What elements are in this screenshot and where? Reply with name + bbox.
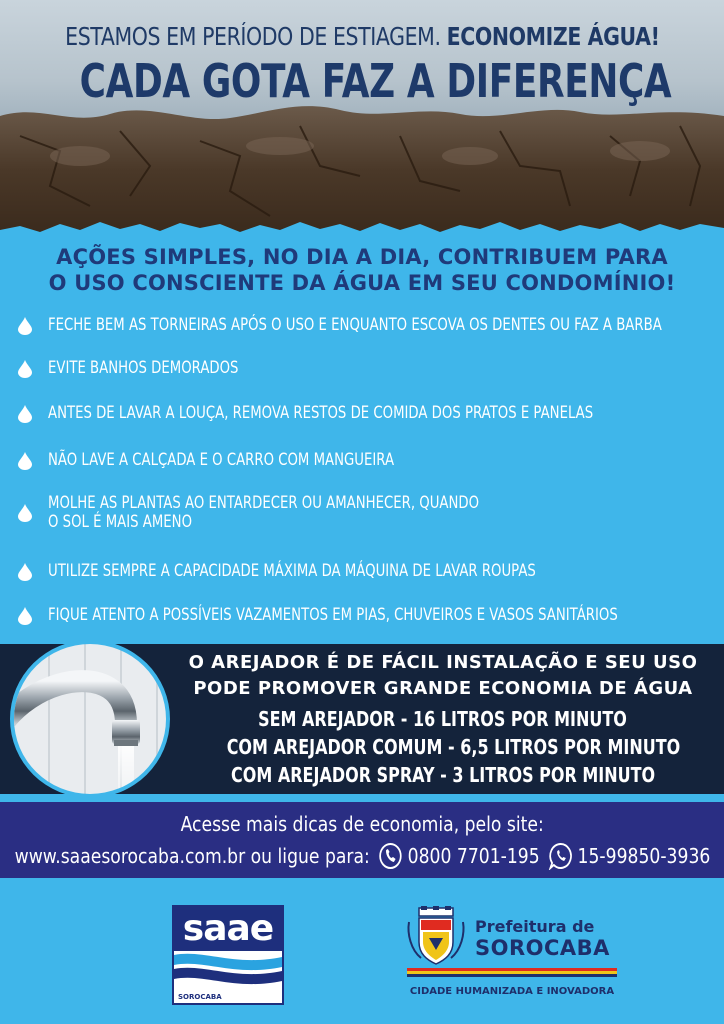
- faucet-icon: [14, 644, 170, 798]
- tip-text: FECHE BEM AS TORNEIRAS APÓS O USO E ENQUANTO ESCOVA OS DENTES OU FAZ A BARBA: [48, 315, 662, 335]
- header-line1-regular: ESTAMOS EM PERÍODO DE ESTIAGEM.: [65, 22, 441, 51]
- header-subtitle: [65, 22, 659, 51]
- water-drop-icon: [18, 317, 32, 335]
- prefeitura-logo-line1: Prefeitura de: [475, 917, 595, 936]
- torn-paper-edge: [0, 212, 724, 242]
- city-crest-icon: [405, 906, 467, 968]
- wave-icon: [174, 951, 282, 993]
- header-line1-bold: ECONOMIZE ÁGUA!: [446, 22, 660, 51]
- saae-logo-word: saae: [174, 907, 282, 951]
- prefeitura-logo: [405, 906, 620, 1006]
- phone-icon: [378, 842, 402, 870]
- whatsapp-number[interactable]: 15-99850-3936: [577, 844, 710, 868]
- tip-item: [18, 404, 708, 423]
- tip-item: [18, 494, 708, 532]
- tip-item: [18, 451, 708, 470]
- contact-details: [0, 842, 724, 870]
- tip-text-line: O SOL É MAIS AMENO: [48, 512, 193, 532]
- tip-text: FIQUE ATENTO A POSSÍVEIS VAZAMENTOS EM PIAS, CHUVEIROS E VASOS SANITÁRIOS: [48, 605, 618, 625]
- flag-stripes: [407, 968, 617, 978]
- tip-item: [18, 606, 708, 625]
- tip-item: [18, 562, 708, 581]
- aerator-title-line: PODE PROMOVER GRANDE ECONOMIA DE ÁGUA: [193, 678, 693, 699]
- tip-text: [48, 494, 479, 532]
- tip-text: NÃO LAVE A CALÇADA E O CARRO COM MANGUEIRA: [48, 450, 395, 470]
- tip-text: EVITE BANHOS DEMORADOS: [48, 358, 239, 378]
- actions-title-line: O USO CONSCIENTE DA ÁGUA EM SEU CONDOMÍNIO!: [48, 271, 676, 295]
- tip-text: ANTES DE LAVAR A LOUÇA, REMOVA RESTOS DE COMIDA DOS PRATOS E PANELAS: [48, 403, 594, 423]
- prefeitura-slogan: CIDADE HUMANIZADA E INOVADORA: [409, 986, 615, 997]
- water-drop-icon: [18, 452, 32, 470]
- whatsapp-icon: [548, 842, 572, 870]
- tip-item: [18, 359, 708, 378]
- tip-text-line: MOLHE AS PLANTAS AO ENTARDECER OU AMANHECER, QUANDO: [48, 493, 480, 513]
- header-dry-ground-banner: [0, 0, 724, 232]
- aerator-title: [170, 650, 716, 702]
- water-drop-icon: [18, 563, 32, 581]
- water-drop-icon: [18, 504, 32, 522]
- phone-number[interactable]: 0800 7701-195: [407, 844, 540, 868]
- aerator-title-line: O AREJADOR É DE FÁCIL INSTALAÇÃO E SEU USO: [188, 652, 698, 673]
- water-drop-icon: [18, 607, 32, 625]
- faucet-photo: [10, 640, 170, 798]
- aerator-comparison: SEM AREJADOR - 16 LITROS POR MINUTO: [258, 707, 628, 731]
- header-title: CADA GOTA FAZ A DIFERENÇA: [79, 54, 672, 108]
- website-link[interactable]: www.saaesorocaba.com.br ou ligue para:: [14, 844, 370, 868]
- tip-text: UTILIZE SEMPRE A CAPACIDADE MÁXIMA DA MÁQUINA DE LAVAR ROUPAS: [48, 561, 536, 581]
- prefeitura-logo-line2: SOROCABA: [475, 936, 610, 960]
- aerator-comparison: COM AREJADOR COMUM - 6,5 LITROS POR MINUTO: [226, 735, 681, 759]
- contact-intro: Acesse mais dicas de economia, pelo site:: [180, 812, 544, 836]
- actions-title: [0, 244, 724, 296]
- aerator-comparison: COM AREJADOR SPRAY - 3 LITROS POR MINUTO: [230, 763, 656, 787]
- tip-item: [18, 316, 708, 335]
- saae-logo: [172, 905, 284, 1005]
- actions-title-line: AÇÕES SIMPLES, NO DIA A DIA, CONTRIBUEM PARA: [56, 245, 668, 269]
- water-drop-icon: [18, 360, 32, 378]
- water-drop-icon: [18, 405, 32, 423]
- saae-logo-city: SOROCABA: [178, 993, 222, 1001]
